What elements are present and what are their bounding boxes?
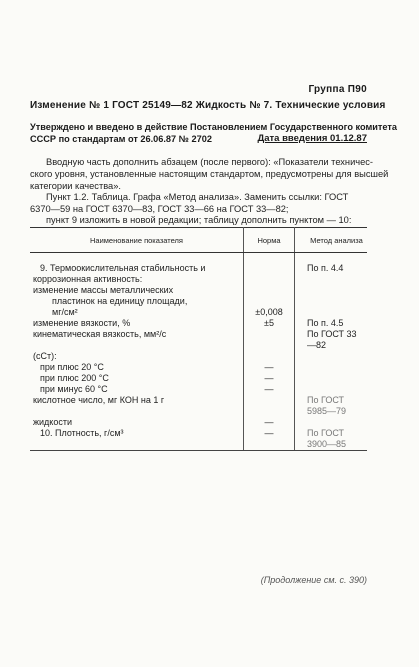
indicator-name: коррозионная активность: bbox=[30, 274, 244, 285]
analysis-method bbox=[295, 384, 368, 395]
indicator-name: изменение вязкости, % bbox=[30, 318, 244, 329]
indicator-name: жидкости bbox=[30, 417, 244, 428]
table-row bbox=[30, 395, 367, 417]
change-title: Изменение № 1 ГОСТ 25149—82 Жидкость № 7. Технические условия bbox=[30, 100, 386, 111]
norm-value: — bbox=[244, 417, 295, 428]
norm-value: ±5 bbox=[244, 318, 295, 329]
table-row bbox=[30, 417, 367, 428]
group-label: Группа П90 bbox=[308, 84, 367, 95]
norm-value bbox=[244, 285, 295, 296]
header-norm: Норма bbox=[244, 228, 295, 253]
analysis-method bbox=[295, 307, 368, 318]
paragraph-1-line-3: категории качества». bbox=[30, 181, 121, 191]
table-row bbox=[30, 263, 367, 274]
approval-line-2: СССР по стандартам от 26.06.87 № 2702 bbox=[30, 134, 212, 144]
table-row bbox=[30, 329, 367, 351]
norm-value bbox=[244, 263, 295, 274]
indicator-name: кислотное число, мг КОН на 1 г bbox=[30, 395, 244, 417]
analysis-method: По ГОСТ 3900—85 bbox=[295, 428, 368, 451]
indicators-table bbox=[30, 227, 367, 451]
indicator-name: 10. Плотность, г/см³ bbox=[30, 428, 244, 451]
paragraph-1-line-2: ского уровня, установленные настоящим стандартом, предусмотрены для высшей bbox=[30, 169, 389, 179]
table-row bbox=[30, 362, 367, 373]
analysis-method: По п. 4.5 bbox=[307, 318, 344, 328]
table-row bbox=[30, 384, 367, 395]
analysis-method bbox=[295, 417, 368, 428]
paragraph-3-line-1: пункт 9 изложить в новой редакции; таблицу дополнить пунктом — 10: bbox=[46, 215, 352, 225]
indicator-name: при плюс 20 °С bbox=[30, 362, 244, 373]
indicator-name: кинематическая вязкость, мм²/с bbox=[30, 329, 244, 351]
analysis-method bbox=[295, 274, 368, 285]
analysis-method bbox=[295, 362, 368, 373]
header-method: Метод анализа bbox=[295, 228, 368, 253]
indicator-name: при плюс 200 °С bbox=[30, 373, 244, 384]
norm-value: ±0,008 bbox=[244, 307, 295, 318]
table-row bbox=[30, 296, 367, 307]
norm-value: — bbox=[244, 384, 295, 395]
analysis-method bbox=[295, 351, 368, 362]
indicator-name: пластинок на единицу площади, bbox=[30, 296, 244, 307]
table-header-row bbox=[30, 228, 367, 253]
table-row bbox=[30, 373, 367, 384]
paragraph-2-line-1: Пункт 1.2. Таблица. Графа «Метод анализа». Заменить ссылки: ГОСТ bbox=[46, 192, 349, 202]
table-row bbox=[30, 428, 367, 451]
indicator-name: мг/см² bbox=[30, 307, 244, 318]
norm-value: — bbox=[244, 428, 295, 451]
norm-value: — bbox=[244, 373, 295, 384]
table-row bbox=[30, 274, 367, 285]
table-row bbox=[30, 318, 367, 329]
analysis-method: По п. 4.4 bbox=[307, 263, 344, 273]
norm-value bbox=[244, 351, 295, 362]
effective-date: Дата введения 01.12.87 bbox=[257, 133, 367, 144]
norm-value: — bbox=[244, 362, 295, 373]
analysis-method: По ГОСТ 5985—79 bbox=[307, 395, 347, 416]
norm-value bbox=[244, 329, 295, 351]
continuation-note: (Продолжение см. с. 390) bbox=[260, 575, 367, 585]
indicator-name: (сСт): bbox=[30, 351, 244, 362]
analysis-method bbox=[295, 373, 368, 384]
norm-value bbox=[244, 395, 295, 417]
table-row bbox=[30, 351, 367, 362]
norm-value bbox=[244, 296, 295, 307]
norm-value bbox=[244, 274, 295, 285]
indicator-name: 9. Термоокислительная стабильность и bbox=[30, 263, 244, 274]
indicator-name: при минус 60 °С bbox=[30, 384, 244, 395]
approval-line-1: Утверждено и введено в действие Постановлением Государственного комитета bbox=[30, 122, 397, 132]
table-row bbox=[30, 307, 367, 318]
paragraph-1-line-1: Вводную часть дополнить абзацем (после первого): «Показатели техничес- bbox=[46, 157, 374, 167]
analysis-method bbox=[295, 296, 368, 307]
indicator-name: изменение массы металлических bbox=[30, 285, 244, 296]
header-name: Наименование показателя bbox=[30, 228, 244, 253]
table-row bbox=[30, 285, 367, 296]
analysis-method bbox=[295, 285, 368, 296]
analysis-method: По ГОСТ 33—82 bbox=[307, 329, 357, 350]
paragraph-2-line-2: 6370—59 на ГОСТ 6370—83, ГОСТ 33—66 на ГОСТ 33—82; bbox=[30, 204, 289, 214]
